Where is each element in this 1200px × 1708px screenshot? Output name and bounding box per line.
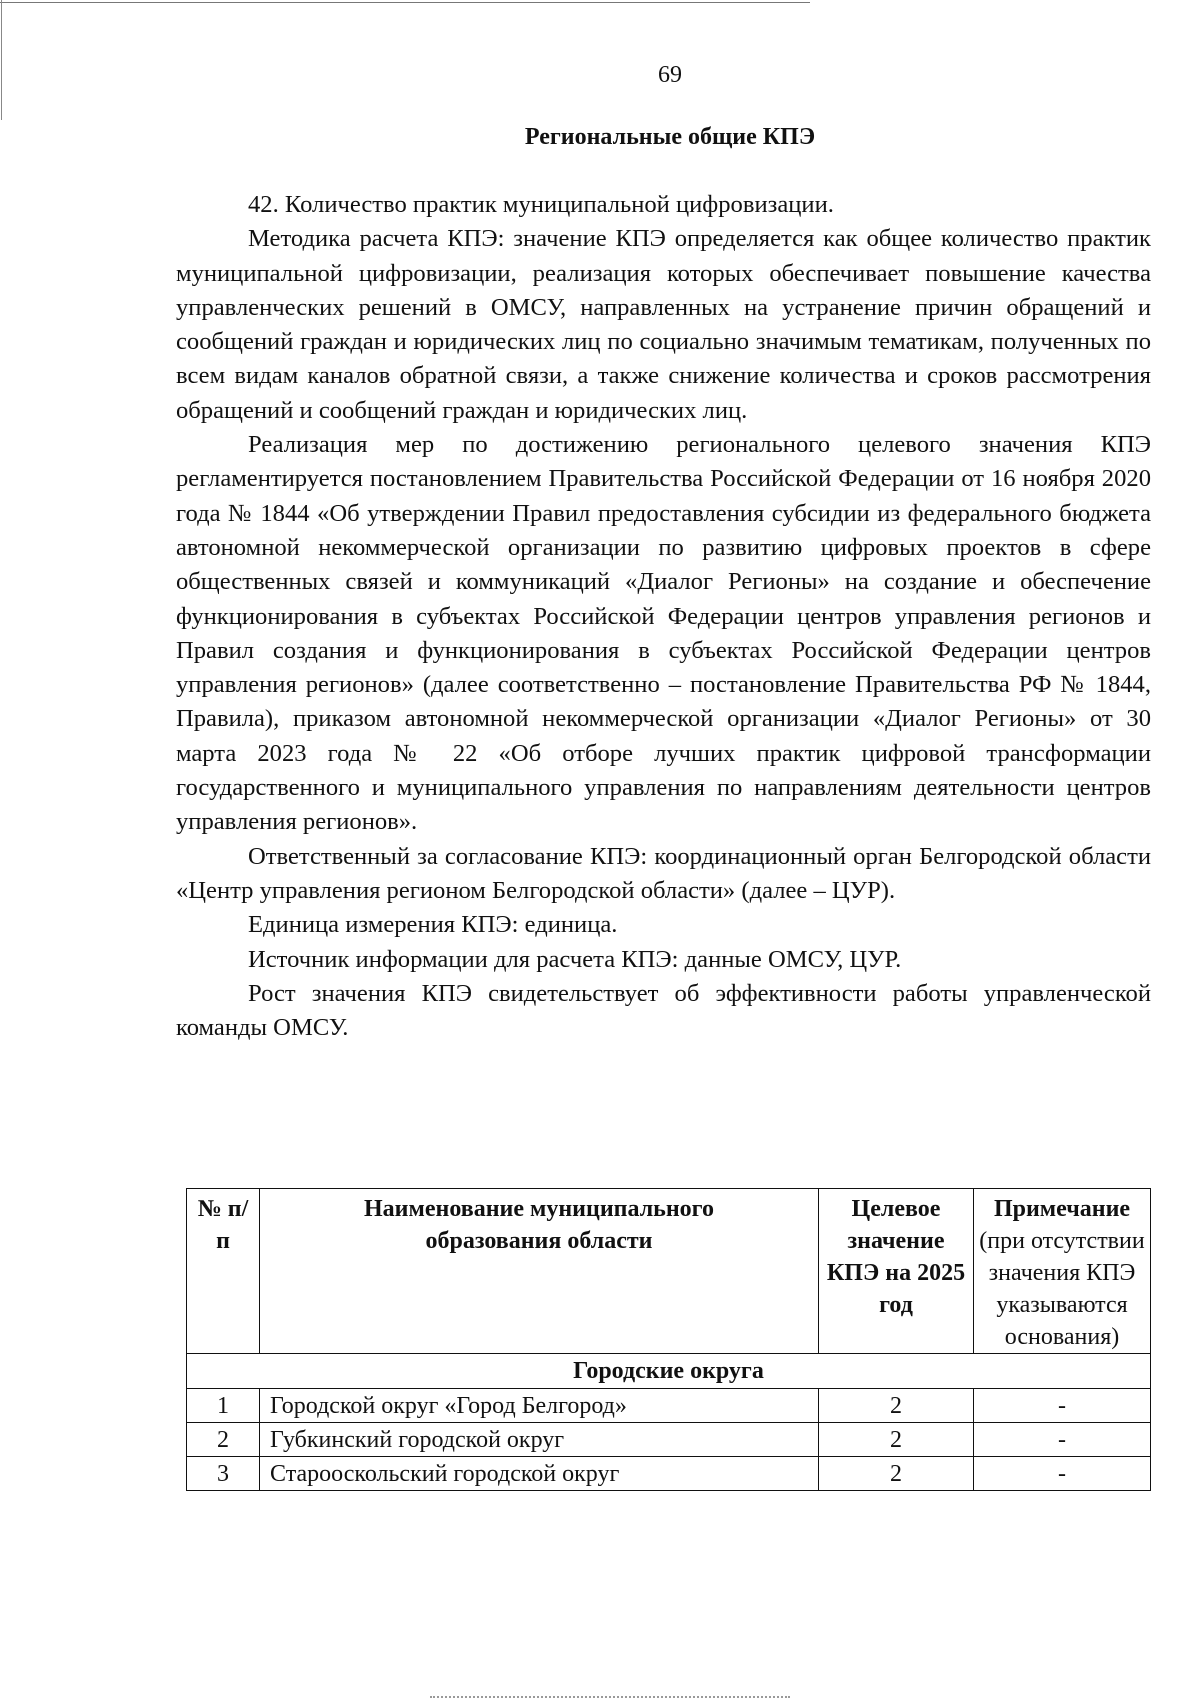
header-name: Наименование муниципального образования области (260, 1189, 819, 1354)
row-name: Старооскольский городской округ (260, 1457, 819, 1491)
table-row (187, 1389, 1151, 1423)
row-note: - (974, 1423, 1151, 1457)
group-row (187, 1354, 1151, 1389)
row-note: - (974, 1389, 1151, 1423)
group-title: Городские округа (187, 1354, 1151, 1389)
section-title: Региональные общие КПЭ (524, 124, 816, 150)
row-name: Губкинский городской округ (260, 1423, 819, 1457)
paragraph-source: Источник информации для расчета КПЭ: данные ОМСУ, ЦУР. (248, 945, 902, 973)
paragraph-growth: Рост значения КПЭ свидетельствует об эффективности работы управленческой команды ОМСУ. (176, 979, 1151, 1042)
row-value: 2 (819, 1423, 974, 1457)
header-note-text: (при отсутствии значения КПЭ указываются основания) (979, 1228, 1145, 1350)
scan-edge-left (1, 0, 2, 120)
row-value: 2 (819, 1457, 974, 1491)
page-number: 69 (658, 62, 682, 88)
paragraph-responsible: Ответственный за согласование КПЭ: координационный орган Белгородской области «Центр управления регионом Белгородской области» (далее – ЦУР). (176, 842, 1151, 904)
scan-artifact (430, 1696, 790, 1700)
row-value: 2 (819, 1389, 974, 1423)
table-row (187, 1423, 1151, 1457)
row-num: 2 (187, 1423, 260, 1457)
kpe-table (186, 1188, 1151, 1491)
row-num: 3 (187, 1457, 260, 1491)
header-value: Целевое значение КПЭ на 2025 год (819, 1189, 974, 1354)
header-note-title: Примечание (993, 1196, 1131, 1222)
paragraph-regulation: Реализация мер по достижению регионального целевого значения КПЭ регламентируется постановлением Правительства Российской Федерации от 16 ноября 2020 года № 1844 «Об утверждении Правил предоставления субсидии из федерального бюджета автономной некоммерческой организации по развитию цифровых проектов в сфере общественных связей и коммуникаций «Диалог Регионы» на создание и обеспечение функционирования в субъектах Российской Федерации центров управления регионов и Правил создания и функционирования в субъектах Российской Федерации центров управления регионов» (далее соответственно – постановление Правительства РФ № 1844, Правила), приказом автономной некоммерческой организации «Диалог Регионы» от 30 марта 2023 года № 22 «Об отборе лучших практик цифровой трансформации государственного и муниципального управления по направлениям деятельности центров управления регионов». (176, 431, 1151, 836)
row-num: 1 (187, 1389, 260, 1423)
paragraph-unit: Единица измерения КПЭ: единица. (248, 911, 618, 939)
paragraph-methodology: Методика расчета КПЭ: значение КПЭ определяется как общее количество практик муниципальной цифровизации, реализация которых обеспечивает повышение качества управленческих решений в ОМСУ, направленных на устранение причин обращений и сообщений граждан и юридических лиц по социально значимым тематикам, полученных по всем видам каналов обратной связи, а также снижение количества и сроков рассмотрения обращений и сообщений граждан и юридических лиц. (176, 225, 1151, 424)
scan-edge-top (0, 2, 810, 3)
body-text (176, 188, 1151, 1045)
paragraph-kpe-title: 42. Количество практик муниципальной цифровизации. (248, 191, 834, 218)
table-row (187, 1457, 1151, 1491)
row-note: - (974, 1457, 1151, 1491)
table-header-row (187, 1189, 1151, 1354)
row-name: Городской округ «Город Белгород» (260, 1389, 819, 1423)
header-note (974, 1189, 1151, 1354)
header-num: № п/п (187, 1189, 260, 1354)
